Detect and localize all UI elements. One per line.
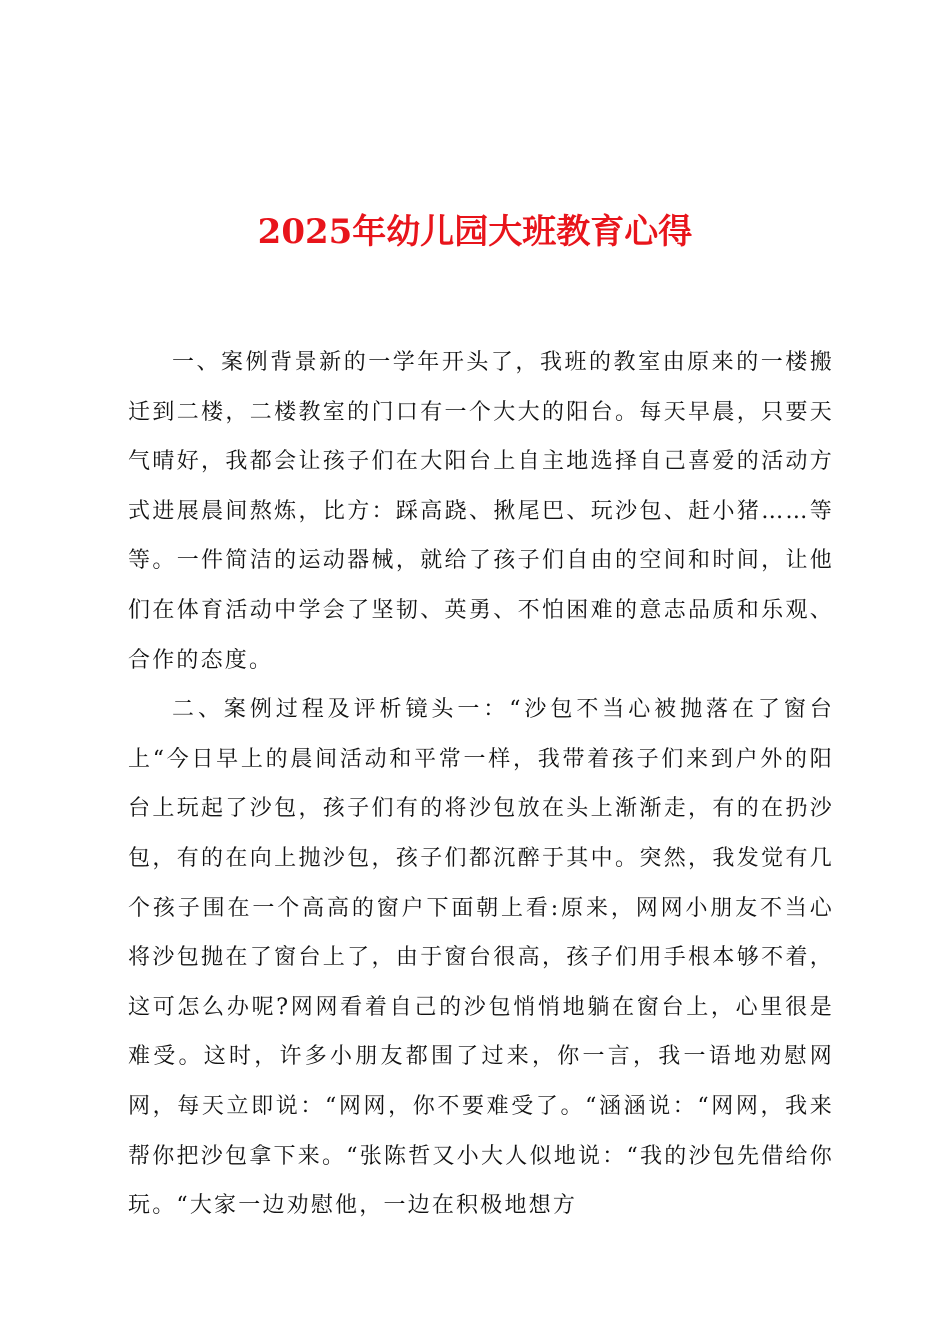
paragraph: 二、案例过程及评析镜头一：“沙包不当心被抛落在了窗台上“今日早上的晨间活动和平常一样，我带着孩子们来到户外的阳台上玩起了沙包，孩子们有的将沙包放在头上渐渐走，有的在扔沙包，有的在向上抛沙包，孩子们都沉醉于其中。突然，我发觉有几个孩子围在一个高高的窗户下面朝上看:原来，网网小朋友不当心将沙包抛在了窗台上了，由于窗台很高，孩子们用手根本够不着，这可怎么办呢?网网看着自己的沙包悄悄地躺在窗台上，心里很是难受。这时，许多小朋友都围了过来，你一言，我一语地劝慰网网，每天立即说：“网网，你不要难受了。“涵涵说：“网网，我来帮你把沙包拿下来。“张陈哲又小大人似地说：“我的沙包先借给你玩。“大家一边劝慰他，一边在积极地想方	[128, 697, 834, 1219]
paragraph: 一、案例背景新的一学年开头了，我班的教室由原来的一楼搬迁到二楼，二楼教室的门口有一个大大的阳台。每天早晨，只要天气晴好，我都会让孩子们在大阳台上自主地选择自己喜爱的活动方式进展晨间熬炼，比方：踩高跷、揪尾巴、玩沙包、赶小猪……等等。一件简洁的运动器械，就给了孩子们自由的空间和时间，让他们在体育活动中学会了坚韧、英勇、不怕困难的意志品质和乐观、合作的态度。	[128, 350, 834, 673]
document-body	[128, 338, 834, 1231]
document-title: 2025年幼儿园大班教育心得	[257, 212, 693, 252]
